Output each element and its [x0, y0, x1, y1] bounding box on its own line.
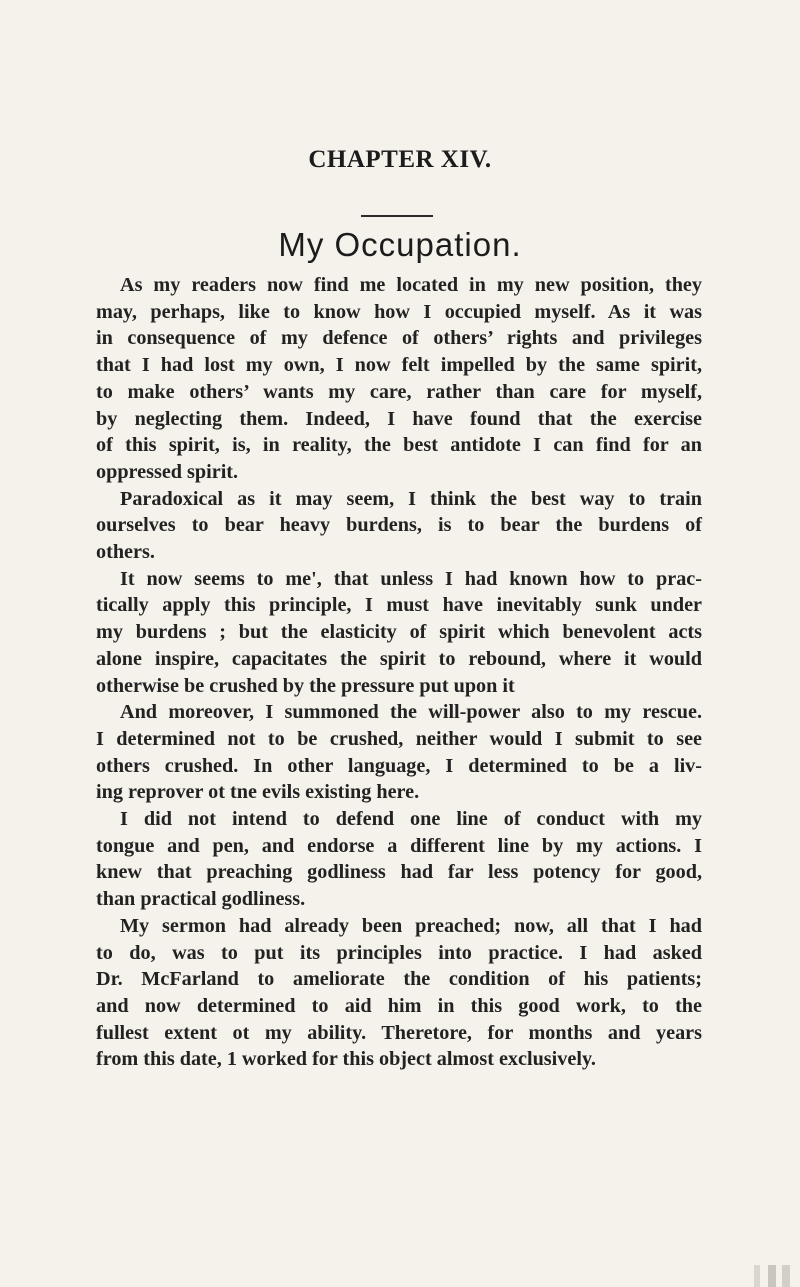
text-line: oppressed spirit.	[96, 460, 239, 483]
body-text	[96, 272, 702, 1073]
text-line: ing reprover ot tne evils existing here.	[96, 781, 420, 804]
text-line: of this spirit, is, in reality, the best antidote I can find for an	[96, 434, 702, 457]
text-line: alone inspire, capacitates the spirit to rebound, where it would	[96, 647, 702, 670]
text-line: ourselves to bear heavy burdens, is to bear the burdens of	[96, 514, 702, 537]
text-line: I determined not to be crushed, neither would I submit to see	[96, 727, 702, 750]
text-line: fullest extent ot my ability. Theretore, for months and years	[96, 1021, 702, 1044]
text-line: than practical godliness.	[96, 888, 306, 911]
text-line: tongue and pen, and endorse a different line by my actions. I	[96, 834, 702, 857]
text-line: tically apply this principle, I must have inevitably sunk under	[96, 594, 702, 617]
text-line: others.	[96, 541, 155, 564]
text-line: my burdens ; but the elasticity of spirit which benevolent acts	[96, 621, 702, 644]
text-line: to make others’ wants my care, rather than care for myself,	[96, 380, 702, 403]
text-line: others crushed. In other language, I determined to be a liv-	[96, 754, 702, 777]
chapter-heading: CHAPTER XIV.	[308, 146, 492, 173]
text-line: Paradoxical as it may seem, I think the best way to train	[120, 487, 702, 510]
text-line: may, perhaps, like to know how I occupied myself. As it was	[96, 300, 702, 323]
chapter-title: My Occupation.	[278, 226, 522, 263]
text-line: to do, was to put its principles into practice. I had asked	[96, 941, 702, 964]
text-line: that I had lost my own, I now felt impelled by the same spirit,	[96, 354, 702, 377]
text-line: And moreover, I summoned the will-power also to my rescue.	[120, 701, 702, 724]
text-line: in consequence of my defence of others’ rights and privileges	[96, 327, 702, 350]
heading-rule	[361, 215, 433, 217]
text-line: As my readers now find me located in my new position, they	[120, 274, 702, 296]
text-line: by neglecting them. Indeed, I have found that the exercise	[96, 407, 702, 430]
scan-artifact	[746, 1265, 790, 1287]
text-line: otherwise be crushed by the pressure put upon it	[96, 674, 515, 697]
text-line: My sermon had already been preached; now, all that I had	[120, 914, 702, 937]
text-line: It now seems to me', that unless I had known how to prac-	[120, 567, 702, 590]
text-line: and now determined to aid him in this good work, to the	[96, 994, 702, 1017]
text-line: knew that preaching godliness had far less potency for good,	[96, 861, 702, 884]
text-line: from this date, 1 worked for this object almost exclusively.	[96, 1048, 596, 1071]
text-line: I did not intend to defend one line of conduct with my	[120, 808, 702, 831]
text-line: Dr. McFarland to ameliorate the condition of his patients;	[96, 968, 702, 991]
